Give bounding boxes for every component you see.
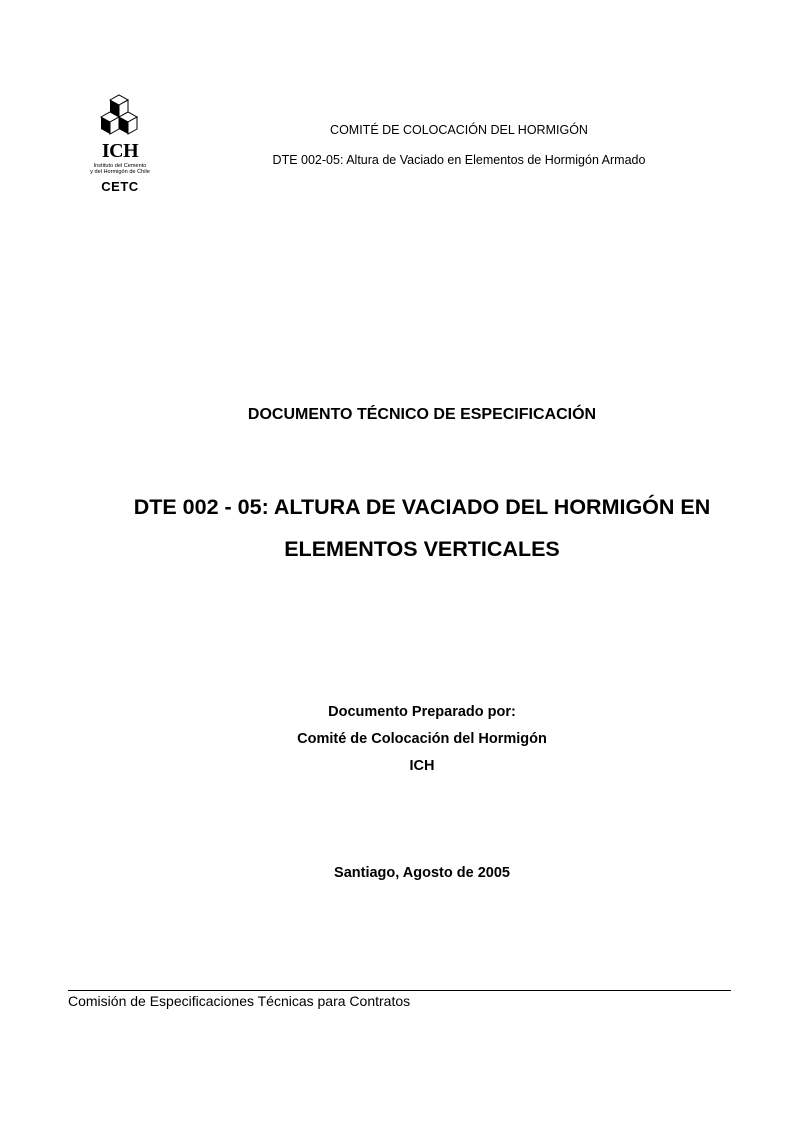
logo-committee: CETC: [101, 179, 139, 194]
logo-institute-line1: Instituto del Cemento: [93, 163, 147, 169]
prepared-by-org: ICH: [409, 758, 435, 774]
logo-acronym: ICH: [101, 140, 139, 162]
document-title-line2: ELEMENTOS VERTICALES: [284, 537, 560, 561]
document-type: DOCUMENTO TÉCNICO DE ESPECIFICACIÓN: [247, 406, 597, 423]
footer-text: Comisión de Especificaciones Técnicas para Contratos: [68, 993, 411, 1009]
ich-logo: [80, 94, 160, 200]
document-title-line1: DTE 002 - 05: ALTURA DE VACIADO DEL HORMIGÓN EN: [133, 495, 711, 519]
header-reference: DTE 002-05: Altura de Vaciado en Elementos de Hormigón Armado: [272, 153, 646, 167]
footer-divider: [68, 990, 731, 991]
logo-institute-name: [80, 163, 160, 175]
logo-institute-line2: y del Hormigón de Chile: [90, 169, 150, 176]
stacked-cubes-icon: [80, 94, 160, 142]
place-date: Santiago, Agosto de 2005: [334, 865, 510, 881]
prepared-by-label: Documento Preparado por:: [328, 704, 516, 720]
header-committee: COMITÉ DE COLOCACIÓN DEL HORMIGÓN: [330, 123, 588, 137]
prepared-by-committee: Comité de Colocación del Hormigón: [297, 731, 547, 747]
document-title: [90, 486, 754, 570]
